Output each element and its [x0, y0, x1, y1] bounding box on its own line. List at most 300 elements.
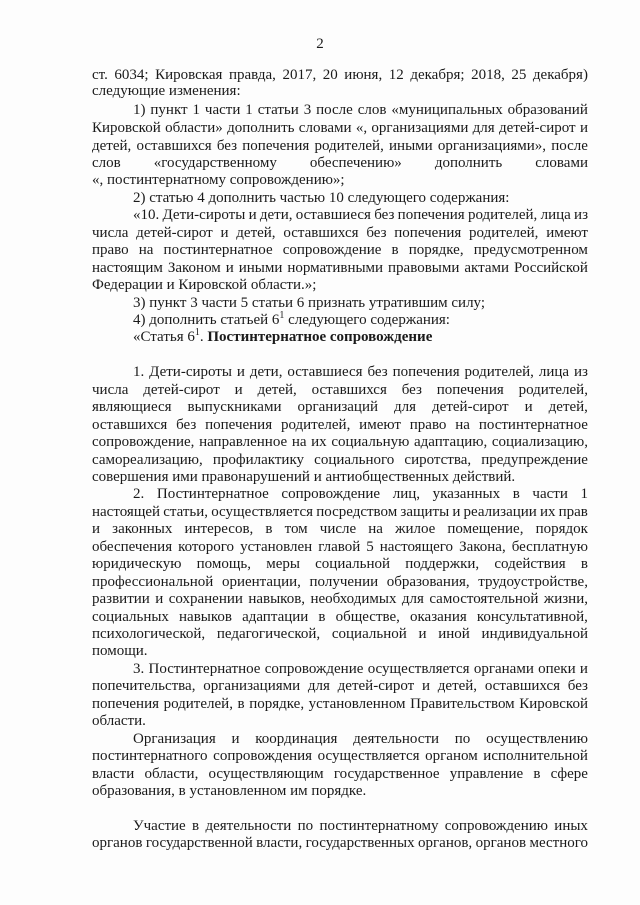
- word: Постинтернатное: [148, 661, 261, 677]
- word: организациями: [371, 120, 469, 136]
- word: без: [374, 207, 395, 223]
- word: для: [401, 591, 424, 607]
- word: актами: [464, 260, 510, 276]
- text-line: [92, 643, 148, 660]
- word: сопровождения: [213, 748, 313, 764]
- word: профессиональной: [92, 574, 214, 590]
- word: части: [532, 486, 568, 502]
- word: Российской: [513, 260, 588, 276]
- word: порядок: [535, 521, 588, 537]
- word: оставшихся: [283, 225, 359, 241]
- word: попечения: [397, 207, 465, 223]
- word: «10.: [133, 207, 160, 223]
- word: имеют: [546, 225, 588, 241]
- word: индивидуальной: [481, 626, 588, 642]
- superscript: 1: [194, 327, 200, 338]
- word: органами: [473, 661, 534, 677]
- text-line: [92, 591, 588, 608]
- word: сопровождение,: [92, 434, 195, 450]
- text-line: [133, 486, 588, 503]
- word: самостоятельной: [429, 591, 539, 607]
- word: постинтернатное: [478, 417, 588, 433]
- line-text: следующего содержания:: [284, 312, 450, 328]
- text-line: [92, 574, 588, 591]
- word: самореализацию,: [92, 452, 203, 468]
- text-line: [133, 731, 588, 748]
- word: право: [92, 242, 129, 258]
- word: их: [539, 504, 556, 520]
- word: обеспечения: [92, 539, 173, 555]
- word: дополнить: [434, 155, 503, 171]
- word: жилое: [395, 521, 436, 537]
- word: меры: [266, 556, 300, 572]
- word: 3.: [133, 661, 145, 677]
- word: деятельности: [205, 818, 292, 834]
- word: попечения: [205, 417, 273, 433]
- word: статьи: [257, 102, 299, 118]
- word: в: [580, 556, 588, 572]
- word: оставшихся: [92, 417, 168, 433]
- line-text: Федерации и Кировской области.»;: [92, 277, 317, 293]
- line-text: «, постинтернатному сопровождению»;: [92, 172, 345, 188]
- word: числе: [319, 521, 357, 537]
- word: детей-сирот: [136, 225, 213, 241]
- word: профилактику: [212, 452, 305, 468]
- word: сопровождение: [264, 661, 364, 677]
- word: и: [579, 661, 588, 677]
- text-line: [133, 190, 509, 207]
- word: имеют: [359, 417, 401, 433]
- word: опеки: [538, 661, 576, 677]
- word: осуществлению: [486, 731, 588, 747]
- word: правда,: [228, 67, 276, 83]
- text-line: [92, 678, 588, 695]
- text-line: [92, 504, 588, 521]
- word: 2017,: [282, 67, 317, 83]
- word: навыков: [179, 609, 232, 625]
- word: прав: [558, 504, 588, 520]
- word: ориентации,: [221, 574, 301, 590]
- word: на: [368, 521, 383, 537]
- word: родителей,: [469, 225, 539, 241]
- word: попечения: [242, 138, 310, 154]
- word: по: [454, 731, 471, 747]
- word: сопровождение: [282, 242, 382, 258]
- word: предусмотренном: [473, 242, 588, 258]
- word: необходимых: [310, 591, 397, 607]
- word: органом: [425, 748, 478, 764]
- word: посредством: [316, 504, 398, 520]
- text-line: [133, 102, 588, 119]
- word: без: [366, 225, 387, 241]
- word: лица: [538, 364, 570, 380]
- word: установленном: [308, 696, 406, 712]
- word: деятельности: [353, 731, 440, 747]
- word: на: [138, 242, 154, 258]
- word: без: [176, 417, 197, 433]
- word: в: [265, 521, 273, 537]
- word: числа: [92, 382, 129, 398]
- text-line: [92, 539, 588, 556]
- word: организаций: [297, 399, 379, 415]
- word: сфере: [550, 766, 588, 782]
- word: Кировской: [519, 696, 588, 712]
- word: в: [318, 609, 326, 625]
- word: государственных: [305, 835, 415, 851]
- word: предупреждение: [481, 452, 588, 468]
- word: 25: [511, 67, 527, 83]
- text-line: [92, 399, 588, 416]
- word: 1): [133, 102, 146, 118]
- word: интересов,: [184, 521, 254, 537]
- word: детей,: [437, 678, 478, 694]
- word: и: [418, 626, 427, 642]
- word: 6034;: [114, 67, 149, 83]
- word: в: [237, 696, 245, 712]
- word: 1: [580, 486, 588, 502]
- word: Законом: [167, 260, 221, 276]
- article-heading: Постинтернатное сопровождение: [207, 329, 433, 345]
- word: без: [367, 364, 388, 380]
- word: в: [391, 242, 399, 258]
- text-line: [92, 83, 241, 100]
- word: дети,: [249, 364, 283, 380]
- word: направленное: [199, 434, 288, 450]
- word: оставшихся: [484, 678, 561, 694]
- word: осуществляется: [211, 504, 314, 520]
- word: помещение,: [447, 521, 524, 537]
- word: пункт: [150, 102, 188, 118]
- word: право: [409, 417, 447, 433]
- word: области,: [144, 766, 199, 782]
- word: власти,: [256, 835, 303, 851]
- text-line: [133, 207, 588, 224]
- word: 5: [366, 539, 374, 555]
- word: трудоустройстве,: [478, 574, 588, 590]
- word: указанных: [432, 486, 501, 502]
- word: органов,: [418, 835, 473, 851]
- text-line: [92, 748, 588, 765]
- word: для: [472, 120, 495, 136]
- word: помощь,: [196, 556, 251, 572]
- word: родителей,: [280, 417, 351, 433]
- word: детей,: [236, 225, 276, 241]
- word: государственное: [333, 766, 440, 782]
- word: слов: [357, 102, 387, 118]
- text-line: [133, 364, 588, 381]
- word: и: [234, 382, 243, 398]
- word: сопровождению: [444, 818, 548, 834]
- text-line: [92, 626, 588, 643]
- word: числа: [92, 225, 129, 241]
- word: и: [231, 731, 240, 747]
- word: том: [284, 521, 308, 537]
- word: осуществляется: [317, 748, 420, 764]
- word: Дети-сироты: [162, 207, 246, 223]
- word: защиты: [400, 504, 450, 520]
- word: без: [216, 138, 238, 154]
- word: оставшихся: [311, 382, 387, 398]
- word: социальных: [92, 609, 169, 625]
- line-text: совершения ими правонарушений и антиобщественных действий.: [92, 469, 516, 485]
- line-text: области.: [92, 713, 146, 729]
- word: Организация: [133, 731, 216, 747]
- text-line: [133, 329, 432, 346]
- word: Дети-сироты: [149, 364, 232, 380]
- word: на: [291, 434, 307, 450]
- word: и: [248, 207, 257, 223]
- line-text: .: [199, 329, 208, 345]
- word: по: [297, 818, 314, 834]
- word: и: [236, 364, 245, 380]
- page-number: 2: [316, 36, 324, 52]
- word: юридическую: [92, 556, 182, 572]
- text-line: [92, 67, 588, 84]
- word: 12: [388, 67, 404, 83]
- word: 2018,: [471, 67, 505, 83]
- word: родителей,: [464, 364, 534, 380]
- line-text: 4) дополнить статьей 6: [133, 312, 280, 328]
- word: сохранении: [168, 591, 243, 607]
- text-line: [92, 713, 146, 730]
- word: «,: [355, 120, 368, 136]
- word: бесплатную: [511, 539, 588, 555]
- text-line: [133, 295, 485, 312]
- text-line: [92, 277, 316, 294]
- word: после: [551, 138, 588, 154]
- word: исполнительной: [483, 748, 588, 764]
- text-line: [92, 260, 588, 277]
- word: постинтернатное: [163, 242, 273, 258]
- text-line: [92, 452, 588, 469]
- word: иными: [238, 260, 283, 276]
- word: социального: [314, 452, 395, 468]
- word: 20: [322, 67, 338, 83]
- word: настоящего: [379, 539, 454, 555]
- word: консультативной,: [476, 609, 588, 625]
- word: Постинтернатное: [156, 486, 269, 502]
- word: Участие: [133, 818, 186, 834]
- word: лиц,: [392, 486, 421, 502]
- text-line: [92, 172, 345, 189]
- word: оставшиеся: [287, 364, 363, 380]
- word: обеспечению»: [309, 155, 402, 171]
- word: осуществляющим: [208, 766, 324, 782]
- word: оказания: [410, 609, 467, 625]
- word: правовыми: [388, 260, 460, 276]
- word: на: [455, 417, 470, 433]
- text-line: [92, 835, 588, 852]
- word: детей-сирот: [432, 399, 509, 415]
- word: в: [192, 818, 200, 834]
- word: родителей,: [518, 382, 588, 398]
- word: из: [573, 364, 588, 380]
- word: иной: [438, 626, 470, 642]
- text-line: [92, 242, 588, 259]
- word: управление: [449, 766, 524, 782]
- word: и: [422, 678, 431, 694]
- word: Кировской: [92, 120, 161, 136]
- word: статьи,: [163, 504, 209, 520]
- word: главой: [318, 539, 361, 555]
- word: социальной: [331, 626, 407, 642]
- word: дополнить: [227, 120, 295, 136]
- word: без: [401, 382, 422, 398]
- word: порядке,: [408, 242, 464, 258]
- word: психологической,: [92, 626, 206, 642]
- text-line: [133, 312, 450, 329]
- text-line: [92, 120, 588, 137]
- word: иными: [389, 138, 433, 154]
- word: развитии: [92, 591, 150, 607]
- word: 1: [245, 102, 253, 118]
- word: ст.: [92, 67, 108, 83]
- word: их: [311, 434, 327, 450]
- text-line: [133, 818, 588, 835]
- word: 1: [192, 102, 201, 118]
- word: реализации: [463, 504, 537, 520]
- word: содействия: [494, 556, 566, 572]
- word: после: [316, 102, 353, 118]
- word: организациями»,: [437, 138, 547, 154]
- word: органов: [475, 835, 527, 851]
- word: из: [574, 207, 588, 223]
- text-line: [92, 382, 588, 399]
- word: власти: [92, 766, 135, 782]
- word: словами: [535, 155, 588, 171]
- line-text: следующие изменения:: [92, 83, 241, 99]
- text-line: [92, 225, 588, 242]
- word: 2.: [133, 486, 145, 502]
- text-line: [133, 661, 588, 678]
- line-text: 3) пункт 3 части 5 статьи 6 признать утратившим силу;: [133, 295, 486, 311]
- word: июня,: [344, 67, 383, 83]
- word: получении: [309, 574, 379, 590]
- word: образования,: [386, 574, 470, 590]
- word: детей-сирот: [337, 678, 415, 694]
- word: законных: [112, 521, 173, 537]
- word: организациями: [203, 678, 301, 694]
- word: части: [204, 102, 241, 118]
- word: обществе,: [335, 609, 400, 625]
- word: адаптацию,: [414, 434, 488, 450]
- word: сиротства,: [404, 452, 472, 468]
- word: попечения: [392, 364, 460, 380]
- word: слов: [92, 155, 121, 171]
- line-text: помощи.: [92, 643, 148, 659]
- word: осуществляется: [367, 661, 470, 677]
- text-line: [92, 138, 588, 155]
- superscript: 1: [279, 310, 285, 321]
- word: декабря): [532, 67, 588, 83]
- word: координация: [255, 731, 338, 747]
- word: попечительства,: [92, 678, 196, 694]
- text-line: [92, 434, 588, 451]
- word: словами: [298, 120, 352, 136]
- word: Кировская: [155, 67, 223, 83]
- word: поддержки,: [405, 556, 480, 572]
- text-line: [92, 556, 588, 573]
- word: нормативными: [287, 260, 384, 276]
- word: родителей,: [467, 207, 538, 223]
- word: постинтернатному: [319, 818, 439, 834]
- line-text: «Статья 6: [133, 329, 195, 345]
- text-line: [92, 609, 588, 626]
- text-line: [92, 696, 588, 713]
- word: порядке,: [249, 696, 305, 712]
- word: детей-сирот: [499, 120, 576, 136]
- word: являющиеся: [92, 399, 172, 415]
- word: детей,: [257, 382, 297, 398]
- text-line: [92, 417, 588, 434]
- word: социальную: [331, 434, 410, 450]
- word: родителей,: [314, 138, 384, 154]
- word: постинтернатного: [92, 748, 208, 764]
- word: которого: [178, 539, 235, 555]
- word: в: [512, 486, 520, 502]
- word: настоящим: [92, 260, 163, 276]
- word: 1.: [133, 364, 145, 380]
- word: и: [92, 521, 101, 537]
- word: Правительством: [410, 696, 515, 712]
- word: попечения: [92, 696, 159, 712]
- word: дети,: [259, 207, 293, 223]
- word: родителей,: [163, 696, 233, 712]
- word: лица: [540, 207, 571, 223]
- text-line: [92, 155, 588, 172]
- word: органов: [92, 835, 143, 851]
- word: социальной: [315, 556, 391, 572]
- word: жизни,: [543, 591, 588, 607]
- word: области»: [165, 120, 223, 136]
- word: сопровождение: [281, 486, 381, 502]
- word: образований: [507, 102, 588, 118]
- word: без: [567, 678, 588, 694]
- word: настоящей: [92, 504, 161, 520]
- word: детей-сирот: [143, 382, 220, 398]
- word: в: [533, 766, 541, 782]
- word: адаптации: [242, 609, 309, 625]
- word: и: [220, 225, 229, 241]
- word: оставшихся: [136, 138, 212, 154]
- line-text: 2) статью 4 дополнить частью 10 следующего содержания:: [133, 190, 510, 206]
- text-line: [92, 766, 588, 783]
- word: местного: [529, 835, 588, 851]
- word: детей,: [92, 138, 132, 154]
- word: установлен: [240, 539, 313, 555]
- word: детей,: [548, 399, 588, 415]
- word: и: [452, 504, 461, 520]
- line-text: образования, в установленном им порядке.: [92, 783, 367, 799]
- text-line: [92, 469, 515, 486]
- text-line: [92, 521, 588, 538]
- word: и: [524, 399, 533, 415]
- word: оставшиеся: [295, 207, 371, 223]
- word: социализацию,: [491, 434, 588, 450]
- word: «государственному: [153, 155, 277, 171]
- word: выпускниками: [187, 399, 282, 415]
- word: для: [307, 678, 330, 694]
- word: для: [394, 399, 417, 415]
- word: и: [225, 260, 234, 276]
- word: иных: [554, 818, 588, 834]
- word: государственной: [145, 835, 253, 851]
- word: педагогической,: [216, 626, 321, 642]
- word: и: [155, 591, 164, 607]
- word: попечения: [436, 382, 504, 398]
- word: попечения: [394, 225, 462, 241]
- word: 3: [303, 102, 312, 118]
